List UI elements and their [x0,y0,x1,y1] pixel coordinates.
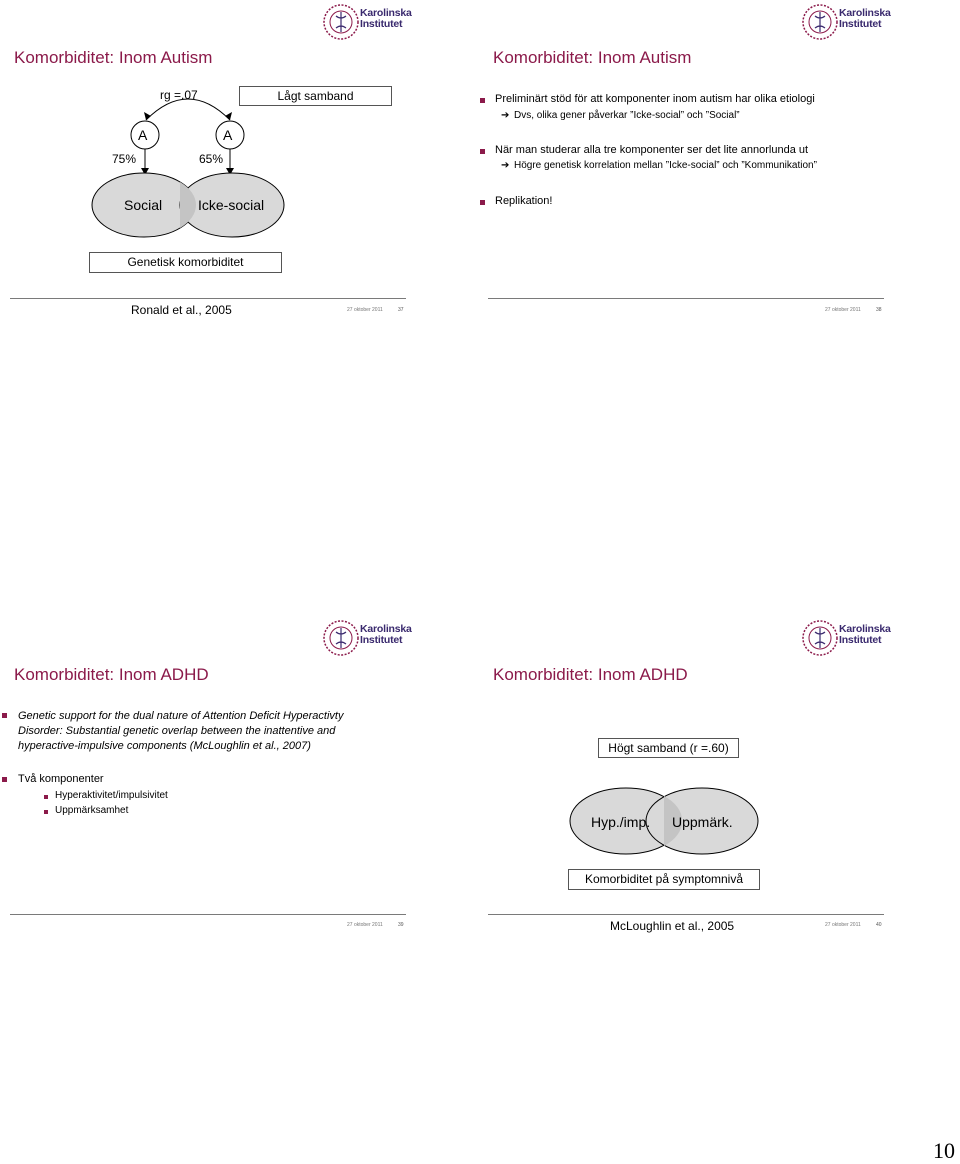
sub-bullet-1: Dvs, olika gener påverkar ”Icke-social” och ”Social” [514,110,740,121]
ellipse-social-label: Social [124,197,163,213]
pct-left: 75% [112,152,137,166]
bullet-icon [2,713,7,718]
logo-line1: Karolinska [360,623,412,635]
karolinska-logo [322,619,412,659]
logo-line1: Karolinska [839,623,891,635]
footer-divider [488,914,884,915]
ki-seal-icon [322,3,360,41]
logo-line1: Karolinska [360,7,412,19]
bullet-2: När man studerar alla tre komponenter ser det lite annorlunda ut [495,144,809,156]
footer-date: 27 oktober 2011 [825,307,861,313]
bullet-2: Två komponenter [18,773,104,785]
sub-bullet-icon [44,795,48,799]
sub-bullet-2: Uppmärksamhet [55,805,129,816]
bullet-icon [480,98,485,103]
slide-title: Komorbiditet: Inom ADHD [14,665,209,684]
karolinska-logo [801,3,891,43]
caption-box: Genetisk komorbiditet [89,252,282,273]
slide-number: 40 [876,922,882,928]
ki-seal-icon [801,3,839,41]
page-number: 10 [933,1138,955,1163]
arrow-icon: ➔ [501,110,510,121]
ellipse-hyp-label: Hyp./imp. [591,814,651,830]
ellipse-non-social-label: Icke-social [198,197,265,213]
karolinska-logo [801,619,891,659]
slide-title: Komorbiditet: Inom ADHD [493,665,688,684]
ellipse-attention-label: Uppmärk. [672,814,733,830]
logo-line2: Institutet [839,634,882,646]
logo-line2: Institutet [839,18,882,30]
citation: McLoughlin et al., 2005 [610,919,735,933]
slide-number: 38 [876,307,882,313]
rg-label: rg =.07 [160,88,198,102]
ki-seal-icon [322,619,360,657]
low-correlation-box: Lågt samband [239,86,392,106]
sub-bullet-icon [44,810,48,814]
sub-bullet-1: Hyperaktivitet/impulsivitet [55,790,168,801]
footer-date: 27 oktober 2011 [825,922,861,928]
paragraph-line-1: Genetic support for the dual nature of Attention Deficit Hyperactivty [18,710,344,722]
factor-a-right: A [223,127,233,143]
bullet-icon [2,777,7,782]
high-correlation-box: Högt samband (r =.60) [598,738,739,758]
citation: Ronald et al., 2005 [131,303,232,317]
ki-seal-icon [801,619,839,657]
bullet-1: Preliminärt stöd för att komponenter inom autism har olika etiologi [495,93,815,105]
footer-date: 27 oktober 2011 [347,922,383,928]
karolinska-logo [322,3,412,43]
logo-line2: Institutet [360,18,403,30]
caption-box: Komorbiditet på symptomnivå [568,869,760,890]
footer-divider [488,298,884,299]
paragraph-line-2: Disorder: Substantial genetic overlap between the inattentive and [18,725,336,737]
genetic-model-diagram [0,80,480,260]
pct-right: 65% [199,152,224,166]
slide-title: Komorbiditet: Inom Autism [14,48,213,67]
paragraph-line-3: hyperactive-impulsive components (McLoughlin et al., 2007) [18,740,311,752]
logo-line1: Karolinska [839,7,891,19]
footer-date: 27 oktober 2011 [347,307,383,313]
factor-a-left: A [138,127,148,143]
bullet-3: Replikation! [495,195,553,207]
logo-line2: Institutet [360,634,403,646]
arrow-icon: ➔ [501,160,510,171]
paper-reference-paragraph [18,709,343,754]
bullet-icon [480,200,485,205]
slide-title: Komorbiditet: Inom Autism [493,48,692,67]
footer-divider [10,914,406,915]
footer-divider [10,298,406,299]
sub-bullet-2: Högre genetisk korrelation mellan ”Icke-social” och ”Kommunikation” [514,160,817,171]
bullet-icon [480,149,485,154]
slide-number: 37 [398,307,404,313]
slide-number: 39 [398,922,404,928]
